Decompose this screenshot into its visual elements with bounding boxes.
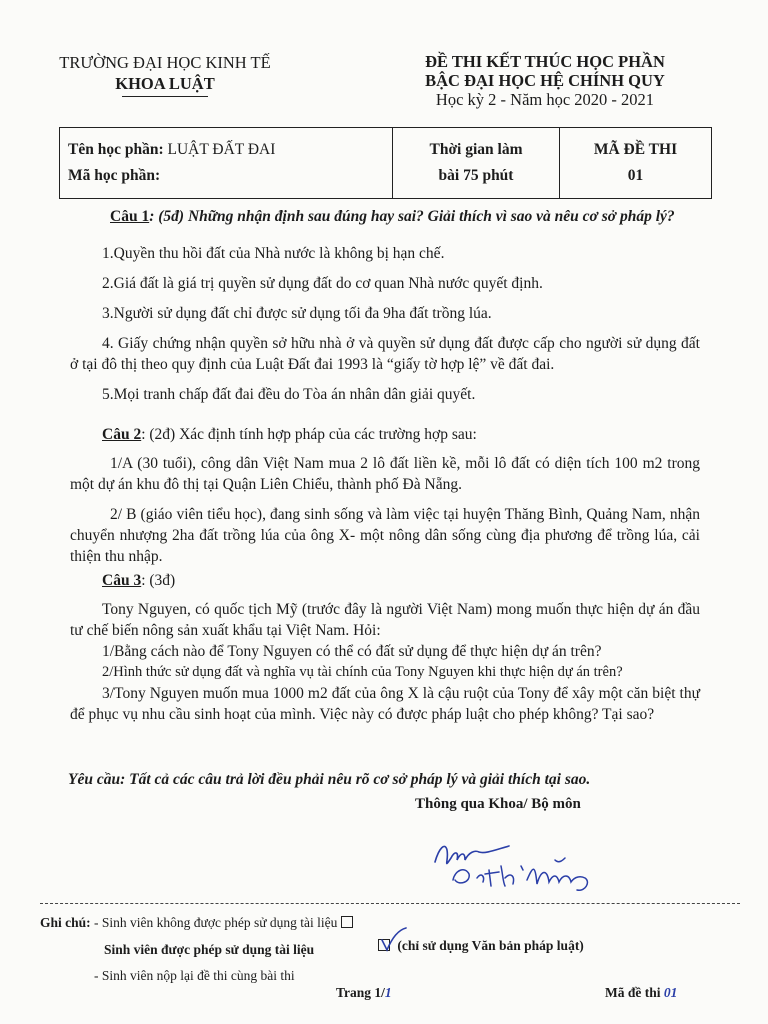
q1-title: Câu 1	[110, 208, 150, 225]
faculty-name: KHOA LUẬT	[115, 74, 215, 93]
q2-prompt: : (2đ) Xác định tính hợp pháp của các trường hợp sau:	[141, 426, 477, 443]
question-2	[70, 424, 700, 567]
footer-divider	[40, 903, 740, 905]
question-3	[70, 570, 700, 725]
footer-code-label: Mã đề thi	[605, 985, 661, 1000]
note-2: Sinh viên được phép sử dụng tài liệu	[104, 942, 315, 957]
footer-code-value: 01	[663, 985, 678, 1000]
time-line1: Thời gian làm	[429, 141, 523, 158]
q1-item-2: 2.Giá đất là giá trị quyền sử dụng đất do cơ quan Nhà nước quyết định.	[102, 275, 543, 292]
q3-item-2: 2/Hình thức sử dụng đất và nghĩa vụ tài chính của Tony Nguyen khi thực hiện dự án trên?	[102, 664, 623, 680]
q1-item-5: 5.Mọi tranh chấp đất đai đều do Tòa án nhân dân giải quyết.	[102, 386, 476, 403]
footer-note-2-check	[378, 938, 584, 954]
exam-level: BẬC ĐẠI HỌC HỆ CHÍNH QUY	[425, 71, 665, 90]
school-name: TRƯỜNG ĐẠI HỌC KINH TẾ	[59, 53, 271, 72]
q1-item-3: 3.Người sử dụng đất chỉ được sử dụng tối đa 9ha đất trồng lúa.	[102, 305, 492, 322]
page-number	[336, 985, 392, 1001]
q3-item-3: 3/Tony Nguyen muốn mua 1000 m2 đất của ông X là cậu ruột của Tony để xây một căn biệt thự để phục vụ nhu cầu sinh hoạt của mình. Việc này có được pháp luật cho phép không? Tại sao?	[70, 685, 700, 723]
course-code-label: Mã học phần:	[68, 167, 161, 184]
question-1	[70, 206, 700, 405]
signature	[425, 830, 625, 898]
q1-item-4: 4. Giấy chứng nhận quyền sở hữu nhà ở và quyền sử dụng đất được cấp cho người sử dụng đất ở tại đô thị theo quy định của Luật Đất đai 1993 là “giấy tờ hợp lệ” về đất đai.	[70, 335, 700, 373]
q3-heading	[70, 570, 700, 591]
exam-code-value: 01	[627, 167, 644, 184]
q2-heading	[70, 424, 700, 445]
note-2-detail: (chỉ sử dụng Văn bản pháp luật)	[397, 938, 584, 953]
q1-prompt: : (5đ) Những nhận định sau đúng hay sai? Giải thích vì sao và nêu cơ sở pháp lý?	[149, 208, 675, 225]
exam-header	[395, 52, 695, 109]
note-3: - Sinh viên nộp lại đề thi cùng bài thi	[94, 968, 295, 983]
time-cell	[393, 128, 560, 199]
exam-code-cell	[560, 128, 712, 199]
requirement-note: Yêu cầu: Tất cả các câu trả lời đều phải nêu rõ cơ sở pháp lý và giải thích tại sao.	[68, 771, 591, 788]
note-label: Ghi chú:	[40, 915, 91, 930]
q2-item-1: 1/A (30 tuổi), công dân Việt Nam mua 2 lô đất liền kề, mỗi lô đất có diện tích 100 m2 trong một dự án khu đô thị tại Quận Liên Chiểu, thành phố Đà Nẵng.	[70, 455, 700, 493]
q3-intro: Tony Nguyen, có quốc tịch Mỹ (trước đây là người Việt Nam) mong muốn thực hiện dự án đầu tư chế biến nông sản xuất khẩu tại Việt Nam. Hỏi:	[70, 601, 700, 639]
footer-exam-code	[605, 985, 677, 1001]
semester: Học kỳ 2 - Năm học 2020 - 2021	[435, 90, 655, 109]
signature-drawing	[425, 830, 625, 898]
footer-note-2	[104, 942, 314, 958]
checkmark-icon	[378, 926, 408, 954]
page-label: Trang 1/	[336, 985, 385, 1000]
q2-title: Câu 2	[102, 426, 142, 443]
checkbox-not-allowed[interactable]	[341, 916, 353, 928]
exam-info-table	[59, 127, 712, 199]
q3-item-1: 1/Bằng cách nào để Tony Nguyen có thể có đất sử dụng để thực hiện dự án trên?	[102, 643, 602, 660]
exam-title: ĐỀ THI KẾT THÚC HỌC PHẦN	[425, 52, 665, 71]
q2-item-2: 2/ B (giáo viên tiểu học), đang sinh sống và làm việc tại huyện Thăng Bình, Quảng Nam, nhận chuyển nhượng 2ha đất trồng lúa của ông X- một nông dân sống cùng địa phương để trồng lúa, cải thiện thu nhập.	[70, 506, 700, 565]
note-1: - Sinh viên không được phép sử dụng tài liệu	[94, 915, 338, 930]
q3-prompt: : (3đ)	[141, 572, 176, 589]
q1-heading	[70, 206, 700, 227]
footer-note-1	[40, 915, 353, 931]
q1-item-1: 1.Quyền thu hồi đất của Nhà nước là không bị hạn chế.	[102, 245, 445, 262]
q3-title: Câu 3	[102, 572, 142, 589]
approval-label: Thông qua Khoa/ Bộ môn	[415, 796, 581, 812]
school-header	[40, 52, 290, 97]
exam-code-label: MÃ ĐỀ THI	[593, 141, 678, 158]
course-cell	[60, 128, 393, 199]
course-name-label: Tên học phần:	[68, 141, 164, 158]
page-total: 1	[384, 985, 392, 1000]
course-name: LUẬT ĐẤT ĐAI	[167, 141, 276, 158]
time-line2: bài 75 phút	[438, 167, 514, 184]
faculty-underline	[122, 96, 208, 97]
